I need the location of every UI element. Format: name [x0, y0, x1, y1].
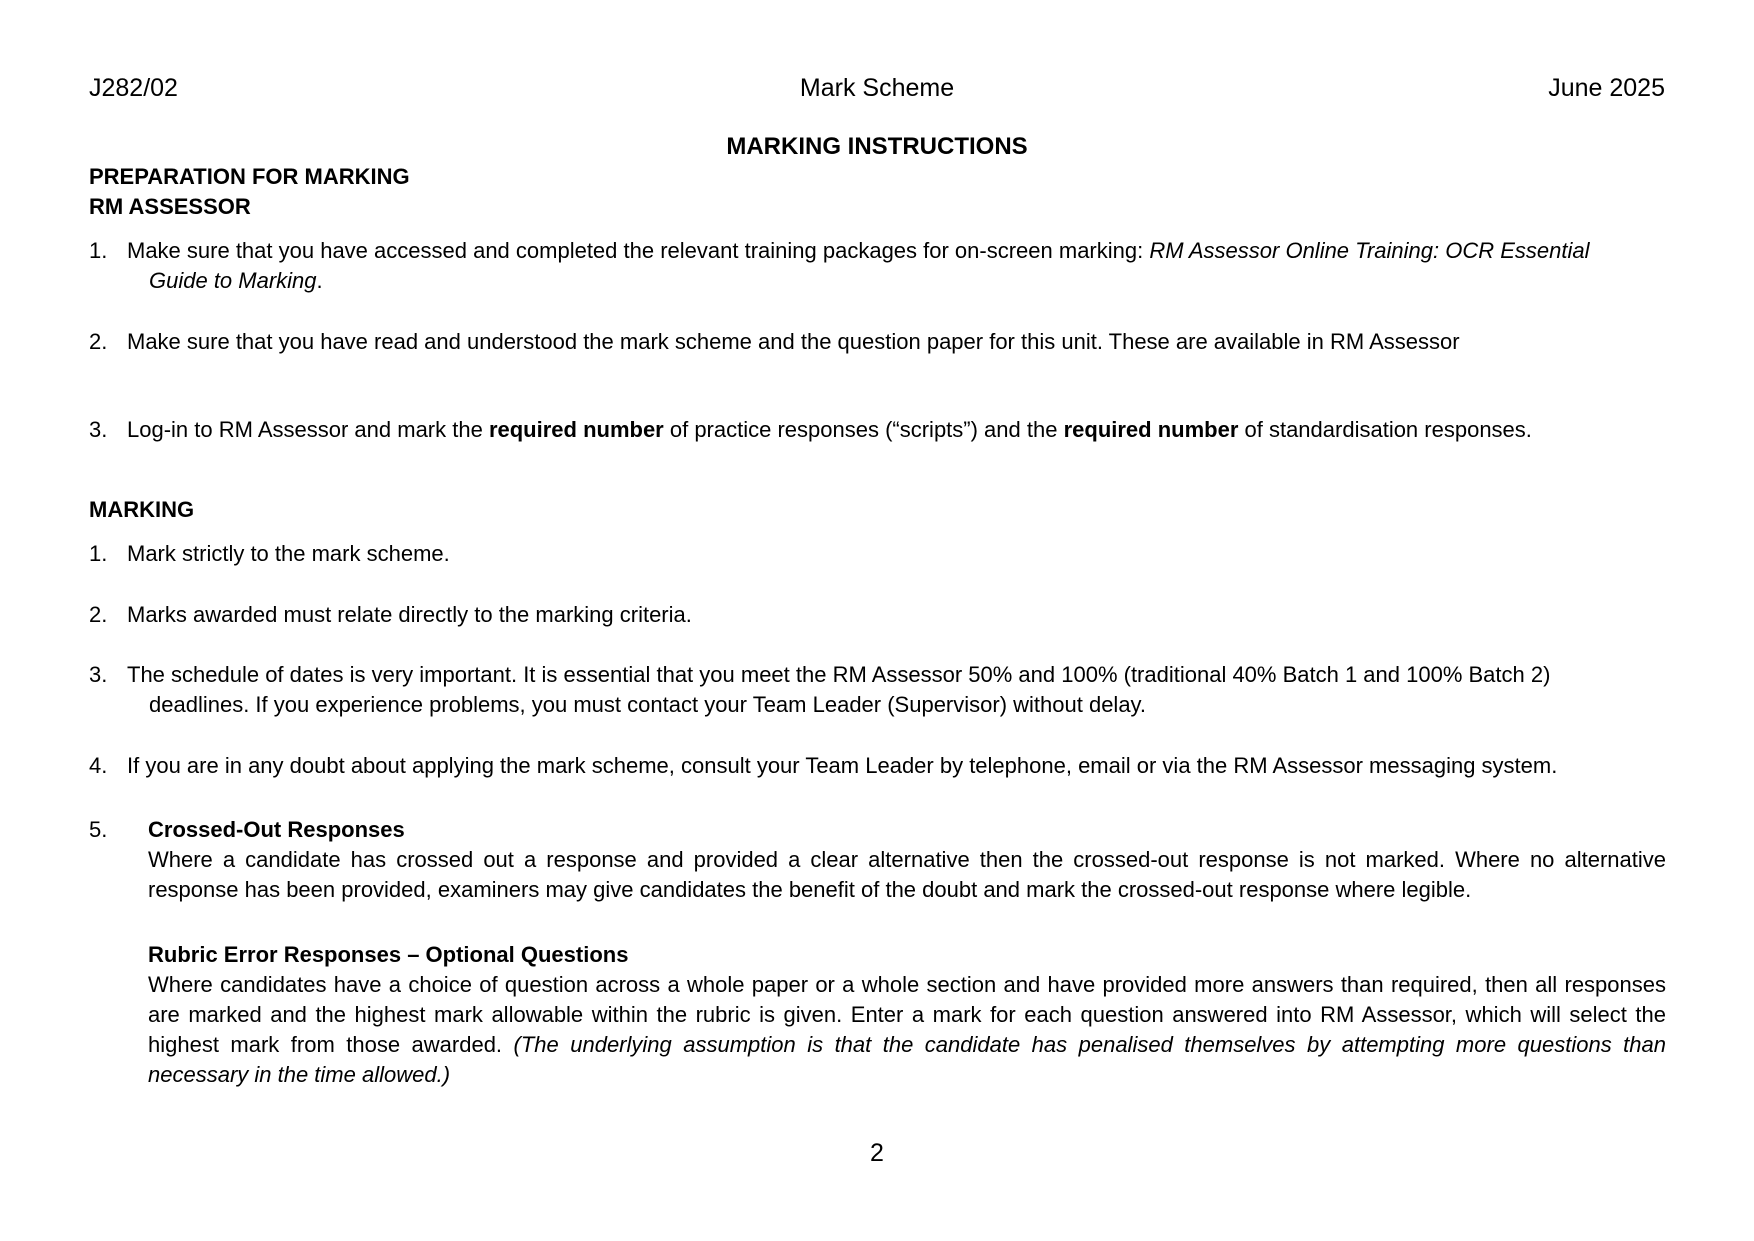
rubric-italic-text: (The underlying assumption is that the candidate has penalised themselves by attempting more questions than necessary in the time allowed.) — [148, 1032, 1666, 1087]
rubric-text: Where candidates have a choice of question across a whole paper or a whole section and have provided more answers than required, then all responses are marked and the highest mark allowable within the rubric is given. Enter a mark for each question answered into RM Assessor, which will select the highest mark from those awarded. — [148, 972, 1666, 1057]
prep-item-3 — [89, 415, 1669, 445]
item-italic-text: Guide to Marking — [149, 268, 317, 293]
list-number: 2. — [89, 329, 108, 354]
section-heading-marking: MARKING — [89, 497, 195, 522]
marking-item-4 — [89, 751, 1669, 781]
item-text: of standardisation responses. — [1238, 417, 1532, 442]
list-number: 5. — [89, 817, 108, 842]
crossed-out-responses — [148, 815, 1666, 905]
item-text: of practice responses (“scripts”) and the — [663, 417, 1064, 442]
list-number: 1. — [89, 541, 108, 566]
list-number: 1. — [89, 238, 108, 263]
list-number: 2. — [89, 602, 108, 627]
marking-item-3 — [89, 660, 1669, 720]
item-italic-text: RM Assessor Online Training: OCR Essential — [1149, 238, 1590, 263]
item-text: The schedule of dates is very important. It is essential that you meet the RM Assessor 50% and 100% (traditional 40% Batch 1 and 100% Batch 2) — [127, 662, 1551, 687]
section-heading-rm-assessor: RM ASSESSOR — [89, 194, 251, 219]
item-text: Mark strictly to the mark scheme. — [127, 541, 450, 566]
item-text: deadlines. If you experience problems, you must contact your Team Leader (Supervisor) without delay. — [149, 692, 1147, 717]
item-text: Marks awarded must relate directly to the marking criteria. — [127, 602, 692, 627]
item-text: . — [316, 268, 323, 293]
item-text: Make sure that you have accessed and completed the relevant training packages for on-screen marking: — [127, 238, 1150, 263]
page-title: MARKING INSTRUCTIONS — [726, 133, 1028, 160]
rubric-error-responses — [148, 940, 1666, 1090]
marking-item-2 — [89, 600, 1669, 630]
list-number: 4. — [89, 753, 108, 778]
list-number: 3. — [89, 662, 108, 687]
item-bold-text: required number — [488, 417, 664, 442]
prep-item-1 — [89, 236, 1669, 296]
page-number: 2 — [870, 1139, 884, 1167]
document-code: J282/02 — [89, 74, 178, 102]
item-text: Log-in to RM Assessor and mark the — [127, 417, 489, 442]
document-date: June 2025 — [1548, 74, 1665, 102]
document-type: Mark Scheme — [799, 74, 955, 102]
item-bold-text: required number — [1063, 417, 1239, 442]
prep-item-2 — [89, 327, 1669, 357]
subheading-crossed-out: Crossed-Out Responses — [148, 817, 405, 842]
crossed-out-text: Where a candidate has crossed out a response and provided a clear alternative then the crossed-out response is not marked. Where no alternative response has been provided, examiners may give candidates the benefit of the doubt and mark the crossed-out response where legible. — [148, 847, 1666, 902]
subheading-rubric-error: Rubric Error Responses – Optional Questions — [148, 942, 629, 967]
section-heading-preparation: PREPARATION FOR MARKING — [89, 164, 410, 189]
item-text: If you are in any doubt about applying the mark scheme, consult your Team Leader by telephone, email or via the RM Assessor messaging system. — [127, 753, 1558, 778]
marking-item-1 — [89, 539, 1669, 569]
list-number: 3. — [89, 417, 108, 442]
item-text: Make sure that you have read and understood the mark scheme and the question paper for this unit. These are available in RM Assessor — [127, 329, 1460, 354]
